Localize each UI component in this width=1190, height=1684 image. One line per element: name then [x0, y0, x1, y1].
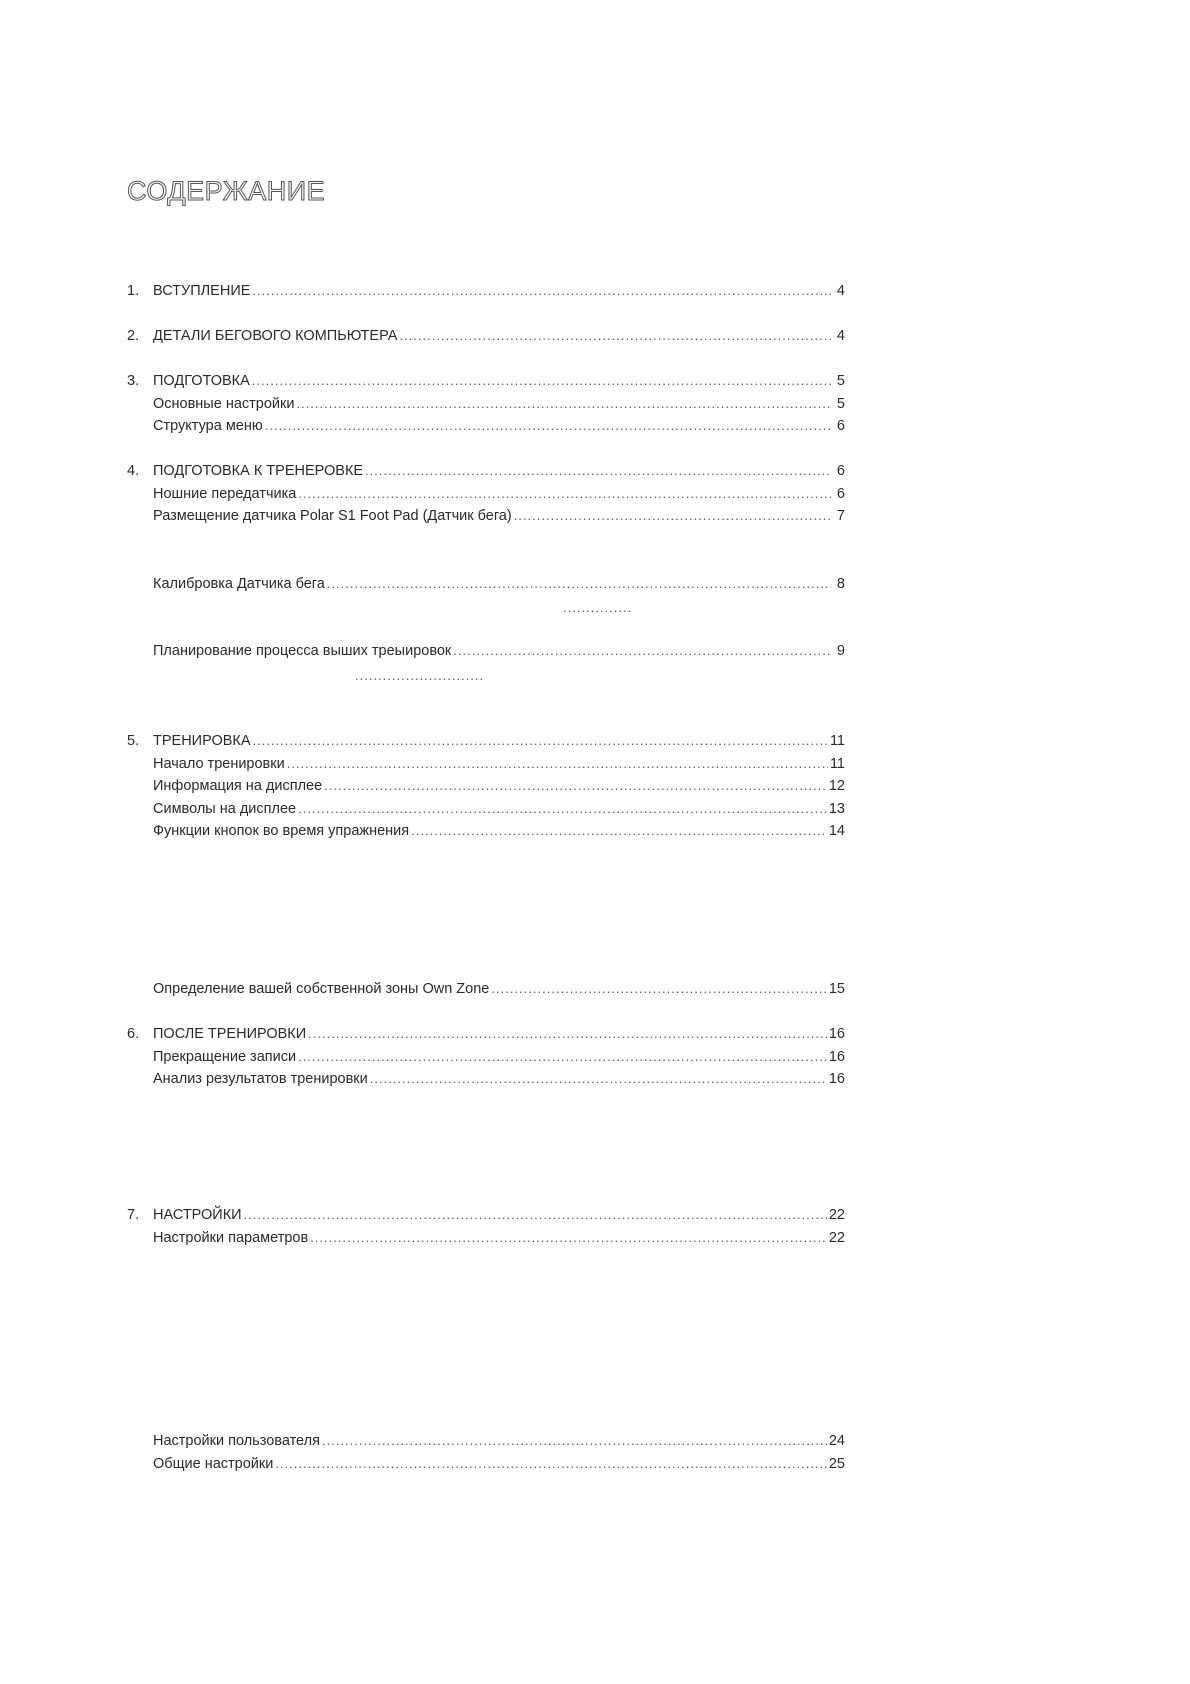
- toc-subentry[interactable]: [153, 1433, 845, 1451]
- toc-leader: [370, 1071, 827, 1086]
- toc-entry[interactable]: [127, 283, 845, 301]
- toc-leader: [252, 373, 831, 388]
- toc-leader: [298, 801, 827, 816]
- toc-page: 6: [836, 418, 845, 434]
- toc-label: Функции кнопок во время упражнения: [153, 823, 410, 839]
- toc-entry[interactable]: [127, 1207, 845, 1225]
- toc-page: 16: [828, 1049, 845, 1065]
- toc-leader: [399, 328, 831, 343]
- toc-leader: [287, 756, 828, 771]
- toc-entry[interactable]: [127, 463, 845, 481]
- toc-leader: [327, 576, 831, 591]
- toc-page: 11: [829, 756, 845, 772]
- toc-subentry[interactable]: [153, 1049, 845, 1067]
- toc-leader: [275, 1456, 827, 1471]
- toc-label: ТРЕНИРОВКА: [153, 733, 251, 749]
- toc-subentry[interactable]: [153, 418, 845, 436]
- toc-subentry[interactable]: [153, 823, 845, 841]
- toc-leader: [411, 823, 827, 838]
- toc-label: НАСТРОЙКИ: [153, 1207, 242, 1223]
- toc-label: Настройки пользователя: [153, 1433, 320, 1449]
- toc-label: ПОДГОТОВКА: [153, 373, 250, 389]
- toc-entry[interactable]: [127, 328, 845, 346]
- toc-leader: [453, 643, 831, 658]
- toc-page: 4: [836, 328, 845, 344]
- toc-leader: [514, 508, 831, 523]
- toc-leader: [298, 1049, 827, 1064]
- toc-page: 15: [828, 981, 845, 997]
- toc-subentry[interactable]: [153, 801, 845, 819]
- toc-leader: [244, 1207, 827, 1222]
- toc-page: 7: [836, 508, 845, 524]
- toc-subentry[interactable]: [153, 1456, 845, 1474]
- toc-subentry[interactable]: [153, 643, 845, 661]
- toc-label: ПОСЛЕ ТРЕНИРОВКИ: [153, 1026, 307, 1042]
- toc-subentry[interactable]: [153, 1071, 845, 1089]
- toc-subentry[interactable]: [153, 396, 845, 414]
- toc-page: 8: [836, 576, 845, 592]
- toc-label: ДЕТАЛИ БЕГОВОГО КОМПЬЮТЕРА: [153, 328, 398, 344]
- page-title: СОДЕРЖАНИЕ: [127, 176, 326, 206]
- toc-number: 7.: [127, 1207, 140, 1223]
- toc-leader: [308, 1026, 827, 1041]
- toc-leader: [296, 396, 831, 411]
- toc-label: Анализ результатов тренировки: [153, 1071, 368, 1087]
- toc-label: Настройки параметров: [153, 1230, 309, 1246]
- toc-subentry[interactable]: [153, 981, 845, 999]
- toc-subentry[interactable]: [153, 1230, 845, 1248]
- toc-leader: [365, 463, 831, 478]
- toc-page: 16: [828, 1026, 845, 1042]
- toc-subentry[interactable]: [153, 486, 845, 504]
- toc-leader: [253, 733, 828, 748]
- toc-label: Планирование процесса выших треыировок: [153, 643, 452, 659]
- toc-leader: [324, 778, 827, 793]
- toc-page: 22: [828, 1230, 845, 1246]
- toc-entry[interactable]: [127, 1026, 845, 1044]
- toc-page: 24: [828, 1433, 845, 1449]
- toc-leader: [265, 418, 831, 433]
- toc-number: 1.: [127, 283, 140, 299]
- toc-page: 16: [828, 1071, 845, 1087]
- toc-page: 6: [836, 463, 845, 479]
- toc-page: 12: [828, 778, 845, 794]
- toc-subentry[interactable]: [153, 756, 845, 774]
- toc-label: Информация на дисплее: [153, 778, 323, 794]
- toc-subentry[interactable]: [153, 576, 845, 594]
- toc-leader: [298, 486, 831, 501]
- stray-leader: ...............: [563, 600, 633, 615]
- toc-page: 6: [836, 486, 845, 502]
- toc-entry[interactable]: [127, 373, 845, 391]
- toc-page: 14: [828, 823, 845, 839]
- toc-label: Размещение датчика Polar S1 Foot Pad (Датчик бега): [153, 508, 512, 524]
- toc-label: Определение вашей собственной зоны Own Zone: [153, 981, 490, 997]
- toc-page: 5: [836, 373, 845, 389]
- toc-page: 11: [829, 733, 845, 749]
- toc-label: Начало тренировки: [153, 756, 285, 772]
- toc-label: Ношние передатчика: [153, 486, 297, 502]
- toc-number: 2.: [127, 328, 140, 344]
- toc-page: 4: [836, 283, 845, 299]
- toc-page: 9: [836, 643, 845, 659]
- toc-label: ВСТУПЛЕНИЕ: [153, 283, 251, 299]
- toc-leader: [310, 1230, 827, 1245]
- toc-page: 5: [836, 396, 845, 412]
- stray-leader: ............................: [355, 668, 485, 683]
- toc-page: 25: [828, 1456, 845, 1472]
- toc-number: 3.: [127, 373, 140, 389]
- toc-leader: [491, 981, 826, 996]
- toc-leader: [322, 1433, 827, 1448]
- toc-label: Калибровка Датчика бега: [153, 576, 325, 592]
- toc-page: 13: [828, 801, 845, 817]
- toc-label: Прекращение записи: [153, 1049, 297, 1065]
- toc-label: Общие настройки: [153, 1456, 274, 1472]
- toc-label: Структура меню: [153, 418, 263, 434]
- toc-subentry[interactable]: [153, 778, 845, 796]
- toc-leader: [252, 283, 831, 298]
- toc-label: Основные настройки: [153, 396, 295, 412]
- toc-subentry[interactable]: [153, 508, 845, 526]
- toc-number: 5.: [127, 733, 140, 749]
- toc-entry[interactable]: [127, 733, 845, 751]
- toc-label: ПОДГОТОВКА К ТРЕНЕРОВКЕ: [153, 463, 364, 479]
- toc-number: 4.: [127, 463, 140, 479]
- toc-label: Символы на дисплее: [153, 801, 297, 817]
- toc-number: 6.: [127, 1026, 140, 1042]
- toc-page: 22: [828, 1207, 845, 1223]
